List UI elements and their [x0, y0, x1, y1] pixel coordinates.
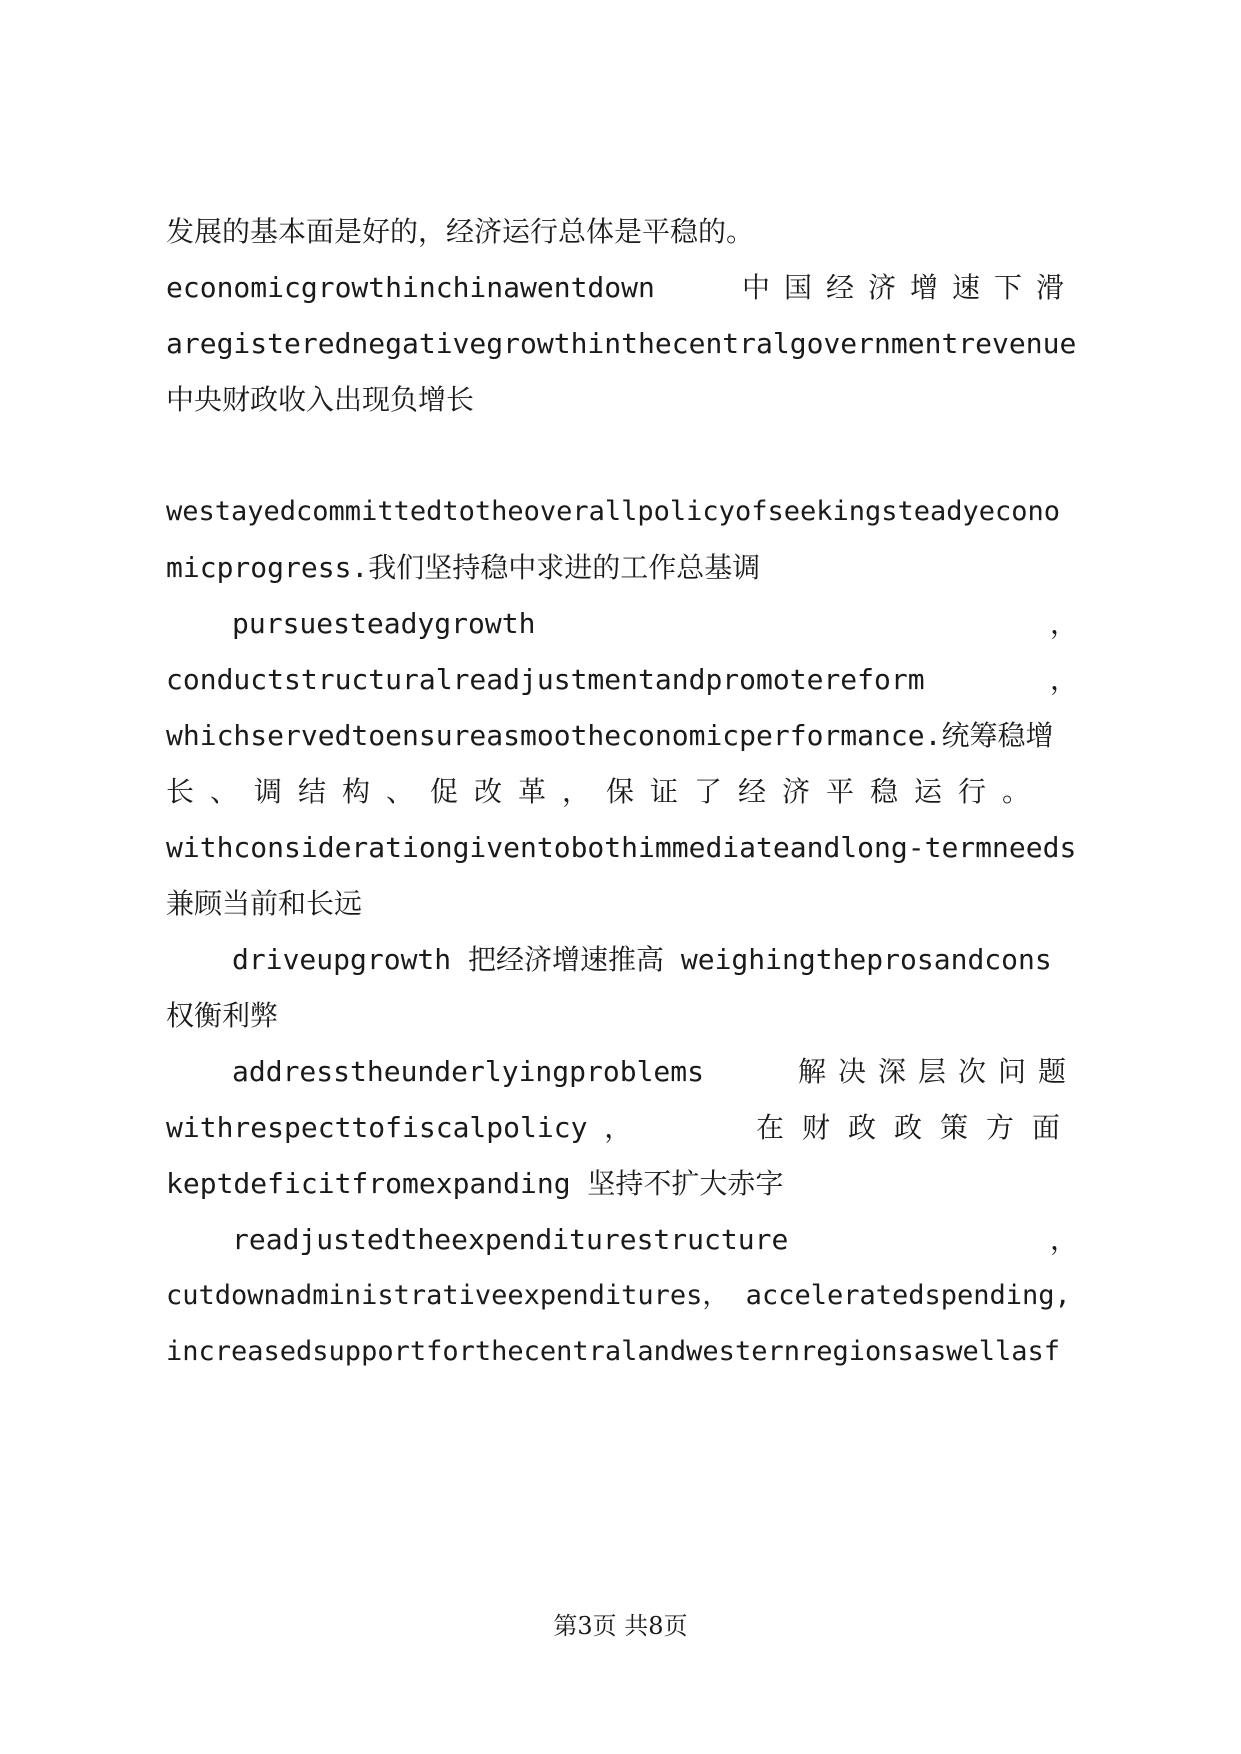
text-span: pursuesteadygrowth [232, 607, 536, 640]
text-span: 中国经济增速下滑 [741, 271, 1078, 304]
text-span: withrespecttofiscalpolicy ， [166, 1111, 633, 1144]
text-line [166, 548, 760, 588]
text-span: micprogress.我们坚持稳中求进的工作总基调 [166, 551, 761, 584]
text-span: 发展的基本面是好的，经济运行总体是平稳的。 [166, 215, 755, 248]
text-span: whichservedtoensureasmootheconomicperformance.统筹稳增 [166, 719, 1054, 752]
text-line [166, 996, 278, 1036]
text-span: driveupgrowth 把经济增速推高 weighingtheprosandcons [232, 943, 1052, 976]
text-span: readjustedtheexpenditurestructure [232, 1223, 789, 1256]
text-line [166, 380, 474, 420]
text-span: 中央财政收入出现负增长 [166, 383, 475, 416]
text-span: ， [1049, 607, 1078, 640]
text-line [232, 940, 1052, 980]
text-line [166, 828, 1076, 868]
text-line [232, 1220, 1078, 1260]
text-span: increasedsupportforthecentralandwesternregionsaswellasf [166, 1336, 1061, 1367]
text-line [232, 1052, 1078, 1092]
text-span: 解决深层次问题 [797, 1055, 1078, 1088]
text-line [166, 1332, 1060, 1372]
text-span: economicgrowthinchinawentdown [166, 271, 655, 304]
text-line [166, 772, 1078, 812]
text-line [166, 660, 1078, 700]
text-line [166, 716, 1053, 756]
text-span: ， [1049, 1223, 1078, 1256]
text-span: aregisterednegativegrowthinthecentralgovernmentrevenue [166, 327, 1077, 360]
text-span: addresstheunderlyingproblems [232, 1055, 705, 1088]
text-line [166, 884, 362, 924]
text-line [166, 268, 1078, 308]
text-line [166, 1276, 1071, 1316]
text-span: 在财政政策方面 [755, 1111, 1078, 1144]
text-line [166, 324, 1076, 364]
text-line [166, 212, 1078, 252]
text-line [166, 492, 1060, 532]
text-span: keptdeficitfromexpanding 坚持不扩大赤字 [166, 1167, 784, 1200]
text-span: cutdownadministrativeexpenditures， acceleratedspending, [166, 1280, 1071, 1311]
text-line [166, 1164, 783, 1204]
text-span: westayedcommittedtotheoverallpolicyofseekingsteadyecono [166, 496, 1061, 527]
text-span: 长、调结构、促改革，保证了经济平稳运行。 [166, 775, 1047, 808]
text-span: conductstructuralreadjustmentandpromotereform [166, 663, 925, 696]
text-span: ， [1049, 663, 1078, 696]
page-number-footer: 第3页 共8页 [553, 1612, 688, 1640]
text-line [232, 604, 1078, 644]
text-span: 兼顾当前和长远 [166, 887, 363, 920]
text-span: withconsiderationgiventobothimmediateandlong-termneeds [166, 831, 1077, 864]
text-span: 权衡利弊 [166, 999, 279, 1032]
text-line [166, 1108, 1078, 1148]
